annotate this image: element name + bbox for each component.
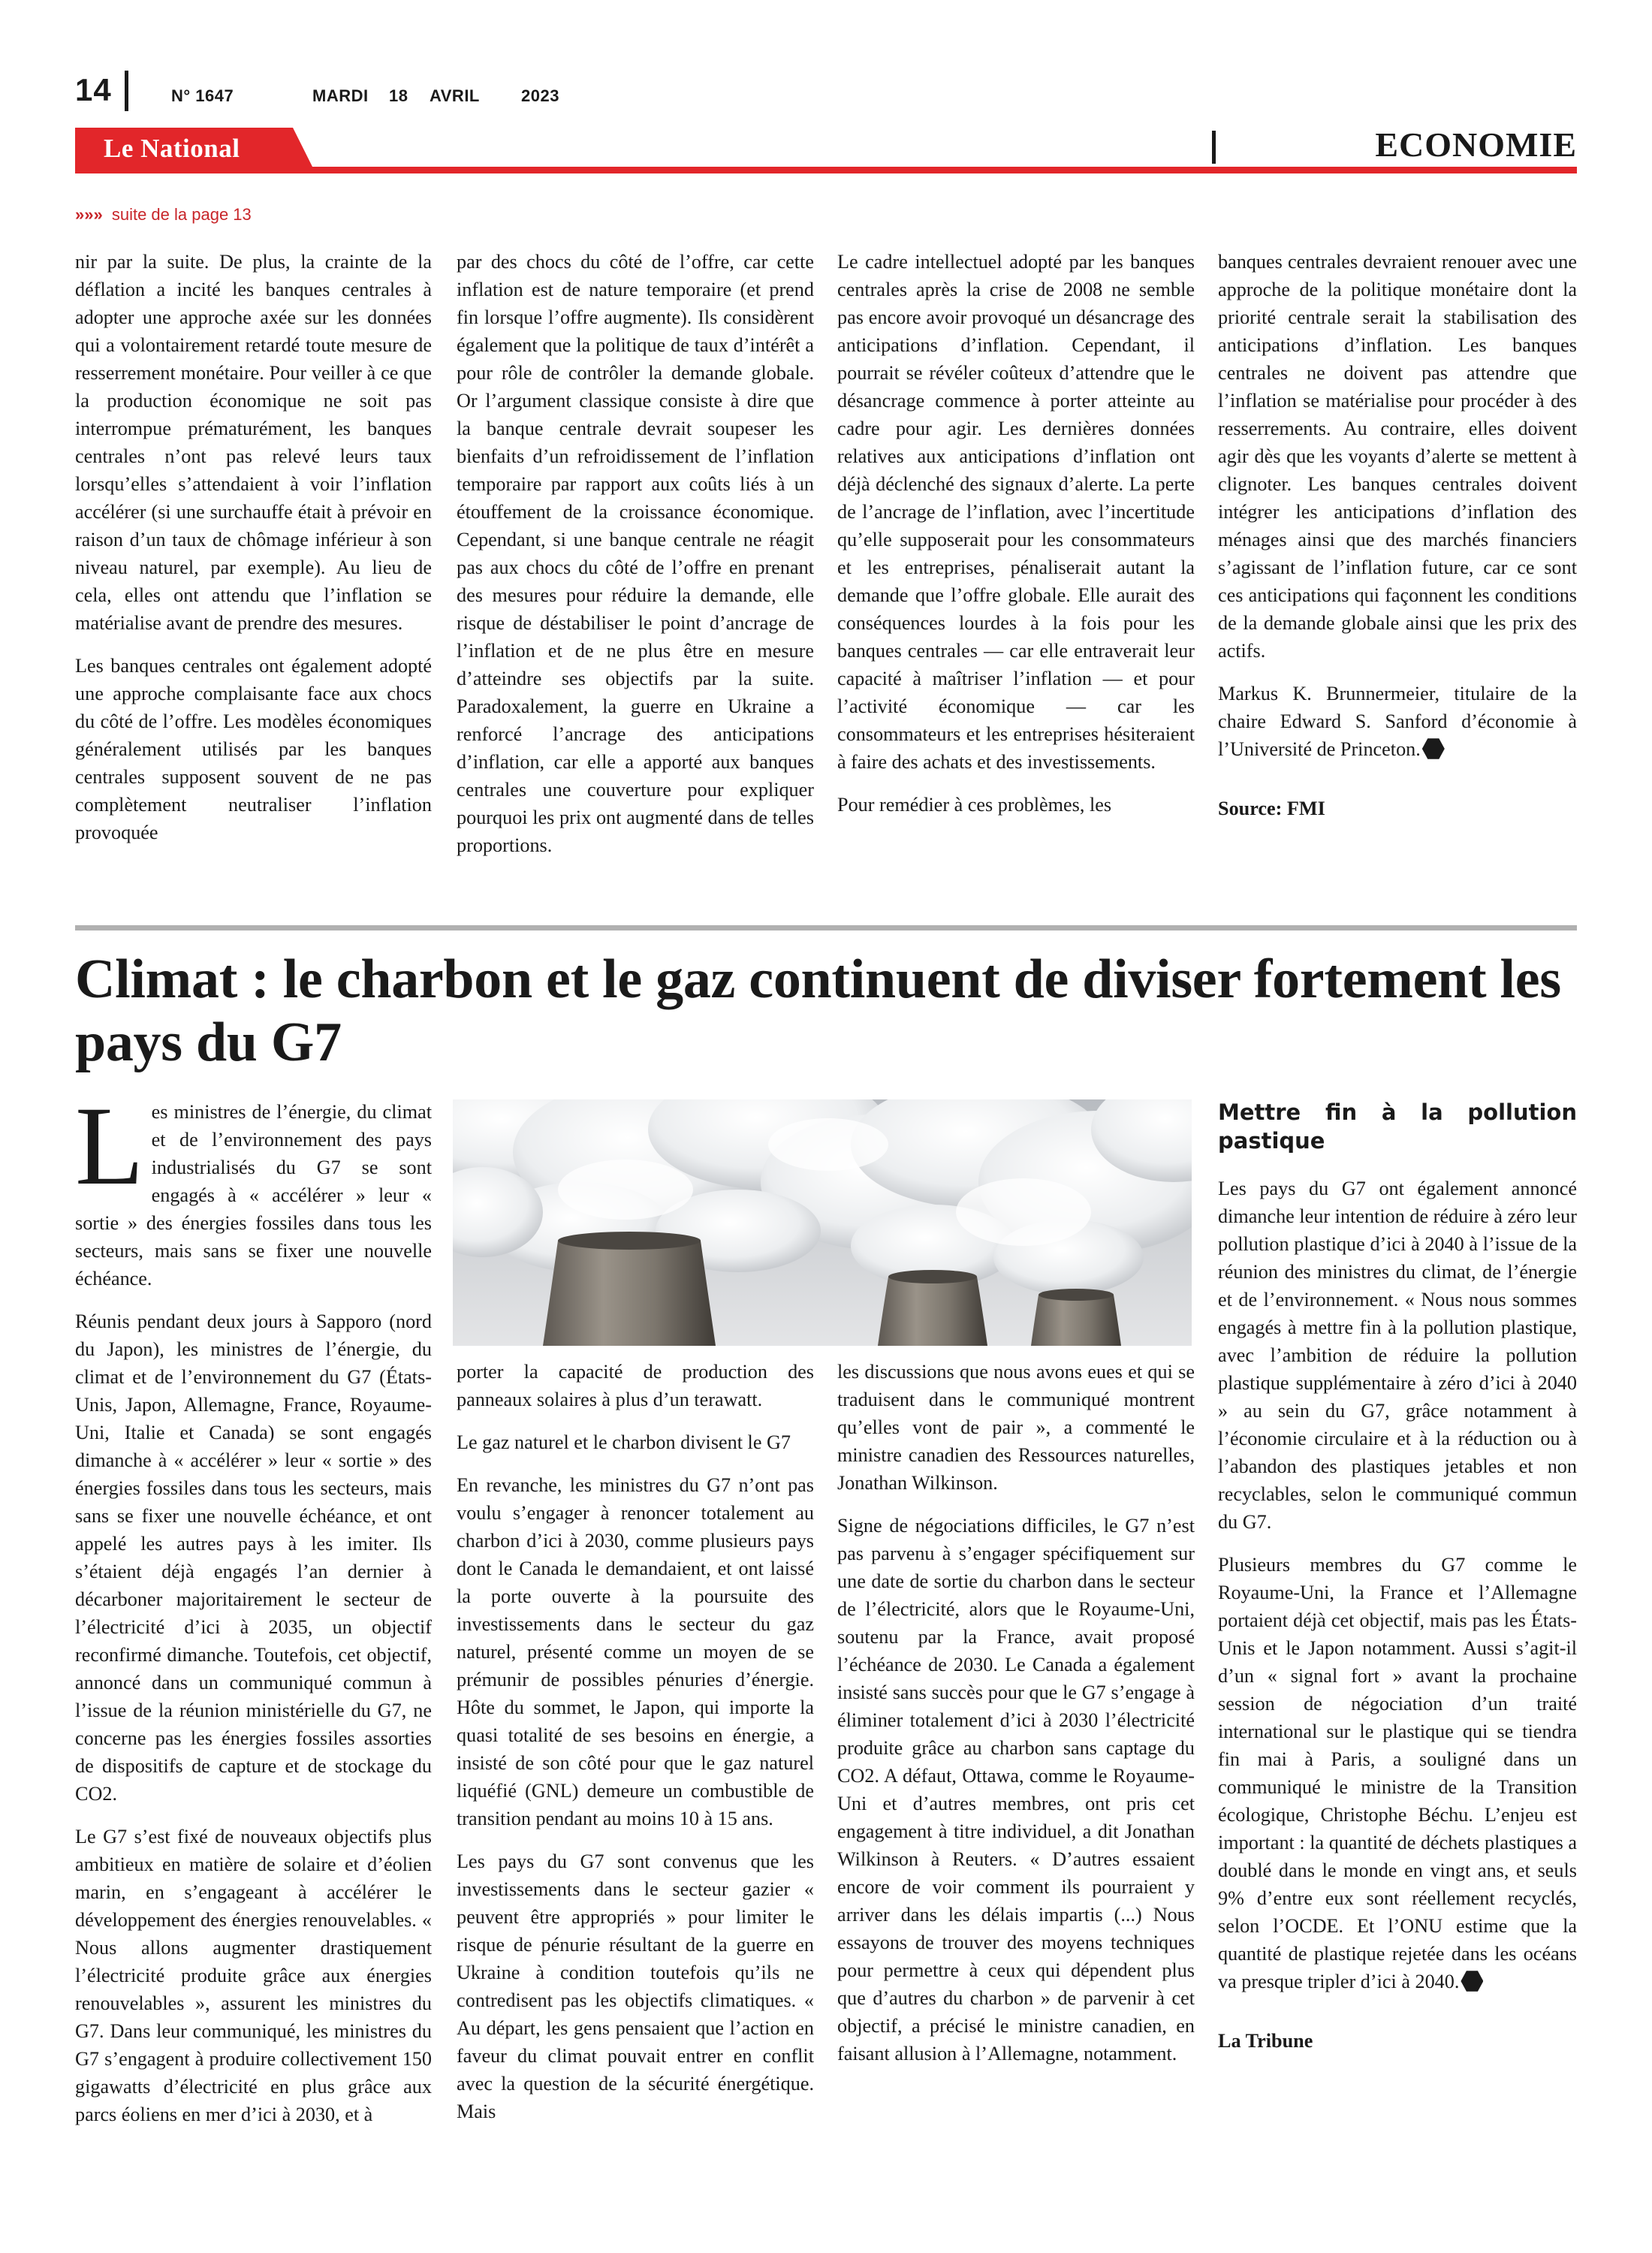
end-mark-icon [1461, 1970, 1483, 1992]
continued-from [75, 205, 252, 225]
article-divider [75, 925, 1577, 930]
article1-column-1 [75, 248, 432, 846]
author-bio: Markus K. Brunnermeier, titulaire de la chaire Edward S. Sanford d’économie à l’Université de Princeton. [1218, 683, 1577, 760]
final-paragraph-text: Plusieurs membres du G7 comme le Royaume-Uni, la France et l’Allemagne portaient déjà cet objectif, mais pas les États-Unis et le Japon notamment. Aussi s’agit-il d’un « signal fort » avant la prochaine session de négociation d’un traité international sur le plastique qui se tiendra fin mai à Paris, a souligné dans un communiqué le ministre de la Transition écologique, Christophe Béchu. L’enjeu est important : la quantité de déchets plastiques a doublé dans le monde en vingt ans, et seuls 9% d’entre eux sont réellement recyclés, selon l’OCDE. Et l’ONU estime que la quantité de plastique rejetée dans les océans va presque tripler d’ici à 2040. [1218, 1554, 1577, 1992]
paragraph: porter la capacité de production des panneaux solaires à plus d’un terawatt. [457, 1361, 814, 1410]
article2-column-4 [1218, 1098, 1577, 2055]
paragraph: Pour remédier à ces problèmes, les [837, 794, 1112, 816]
paragraph: nir par la suite. De plus, la crainte de la déflation a incité les banques centrales à adopter une approche axée sur les données qui a volontairement retardé toute mesure de resserrement monétaire. Pour veiller à ce que la production économique ne soit pas interrompue prématurément, les banques centrales n’ont pas relevé leurs taux lorsqu’elles s’attendaient à voir l’inflation accélérer (si une surchauffe était à prévoir en raison d’un taux de chômage inférieur à son niveau naturel, par exemple). Au lieu de cela, elles ont attendu que l’inflation se matérialise avant de prendre des mesures. [75, 251, 432, 634]
article1-column-3 [837, 248, 1195, 819]
paragraph: Le cadre intellectuel adopté par les banques centrales après la crise de 2008 ne semble pas encore avoir provoqué un désancrage des anticipations d’inflation. Cependant, il pourrait se révéler coûteux d’attendre que le désancrage commence à porter atteinte au cadre pour agir. Les dernières données relatives aux anticipations d’inflation ont déjà déclenché des signaux d’alerte. La perte de l’ancrage de l’inflation, avec l’incertitude qu’elle supposerait pour les consommateurs et les entreprises, pénaliserait autant la demande que l’offre globale. Elle aurait des conséquences lourdes à la fois pour les banques centrales — car elle entraverait leur capacité à maîtriser l’inflation — et pour l’activité économique — car les consommateurs et les entreprises hésiteraient à faire des achats et des investissements. [837, 251, 1195, 773]
lead-text: es ministres de l’énergie, du climat et de l’environnement des pays industrialisés du G7 se sont engagés à « accélérer » leur « sortie » des énergies fossiles dans tous les secteurs, mais sans se fixer une nouvelle échéance. [75, 1101, 432, 1289]
article2-source: La Tribune [1218, 2030, 1313, 2052]
continued-label: suite de la page 13 [111, 205, 252, 224]
paragraph: Signe de négociations difficiles, le G7 n’est pas parvenu à s’engager spécifiquement sur une date de sortie du charbon dans le secteur de l’électricité, alors que le Royaume-Uni, soutenu par la France, avait proposé l’échéance de 2030. Le Canada a également insisté sans succès pour que le G7 s’engage à éliminer totalement d’ici à 2030 l’électricité produite grâce au charbon sans captage du CO2. A défaut, Ottawa, comme le Royaume-Uni et d’autres membres, ont pris cet engagement à titre individuel, a dit Jonathan Wilkinson à Reuters. « D’autres essaient encore de voir comment ils pourraient y arriver dans les délais impartis (...) Nous essayons de trouver des moyens techniques pour permettre à ceux qui dépendent plus que d’autres du charbon » de parvenir à cet objectif, a précisé le ministre canadien, en faisant allusion à l’Allemagne, notamment. [837, 1515, 1195, 2064]
paragraph: Le G7 s’est fixé de nouveaux objectifs plus ambitieux en matière de solaire et d’éolien marin, en s’engageant à accélérer le développement des énergies renouvelables. « Nous allons augmenter drastiquement l’électricité produite grâce aux énergies renouvelables », assurent les ministres du G7. Dans leur communiqué, les ministres du G7 s’engagent à produire collectivement 150 gigawatts d’électricité en plus grâce aux parcs éoliens en mer d’ici à 2030, et à [75, 1826, 432, 2125]
section-title: ECONOMIE [1375, 125, 1577, 164]
article-photo-cooling-towers [453, 1099, 1192, 1346]
continued-arrows: »»» [75, 205, 103, 224]
headline: Climat : le charbon et le gaz continuent de diviser fortement les pays du G7 [75, 949, 1561, 1073]
article2-column-1 [75, 1084, 432, 2128]
article1-column-4 [1218, 248, 1577, 822]
article1-column-2 [457, 248, 814, 859]
paragraph: banques centrales devraient renouer avec une approche de la politique monétaire dont la priorité centrale serait la stabilisation des anticipations d’inflation. Les banques centrales ne doivent pas attendre que l’inflation se matérialise pour procéder à des resserrements. Au contraire, elles doivent agir dès que les voyants d’alerte se mettent à clignoter. Les banques centrales doivent intégrer les anticipations d’inflation des ménages ainsi que des marchés financiers s’agissant de l’inflation future, car ce sont ces anticipations qui façonnent les conditions de la demande globale ainsi que les prix des actifs. [1218, 251, 1577, 662]
issue-number: N° 1647 [171, 86, 234, 105]
end-mark-icon [1422, 737, 1445, 760]
issue-month: AVRIL [430, 86, 480, 105]
issue-date-day: 18 [389, 86, 408, 105]
brand-name: Le National [104, 134, 240, 163]
author-note [1218, 680, 1577, 763]
sidebar-title: Mettre fin à la pollution pastique [1218, 1099, 1577, 1154]
paragraph: par des chocs du côté de l’offre, car cette inflation est de nature temporaire (et prend fin lorsque l’offre augmente). Ils considèrent également que la politique de taux d’intérêt a pour rôle de contrôler la demande globale. Or l’argument classique consiste à dire que la banque centrale devrait soupeser les bienfaits d’un refroidissement de l’inflation temporaire par rapport aux coûts liés à un étouffement de la croissance économique. Cependant, si une banque centrale ne réagit pas aux chocs du côté de l’offre en prenant des mesures pour réduire la demande, elle risque de déstabiliser le point d’ancrage de l’inflation et de ne plus être en mesure d’atteindre ses objectifs par la suite. Paradoxalement, la guerre en Ukraine a renforcé l’ancrage des anticipations d’inflation, car elle a apporté aux banques centrales une couverture pour expliquer pourquoi les prix ont augmenté dans de telles proportions. [457, 251, 814, 856]
article2-column-3 [837, 1358, 1195, 2068]
final-paragraph [1218, 1551, 1577, 1995]
paragraph: En revanche, les ministres du G7 n’ont pas voulu s’engager à renoncer totalement au charbon d’ici à 2030, comme plusieurs pays dont le Canada le demandaient, et ont laissé la porte ouverte à la poursuite des investissements dans le secteur du gaz naturel, présenté comme un moyen de se prémunir de possibles pénuries d’énergie. Hôte du sommet, le Japon, qui importe la quasi totalité de ses besoins en énergie, a insisté de son côté pour que le gaz naturel liquéfié (GNL) demeure un combustible de transition pendant au moins 10 à 15 ans. [457, 1474, 814, 1829]
issue-day: MARDI [312, 86, 369, 105]
page-number: 14 [75, 72, 112, 107]
inline-subheading: Le gaz naturel et le charbon divisent le G7 [457, 1431, 791, 1453]
page-number-divider [125, 71, 128, 111]
section-divider [1212, 131, 1216, 164]
article2-column-2 [457, 1358, 814, 2125]
paragraph: les discussions que nous avons eues et qui se traduisent dans le communiqué montrent qu’elles vont de pair », a commenté le ministre canadien des Ressources naturelles, Jonathan Wilkinson. [837, 1361, 1195, 1494]
paragraph: Les pays du G7 sont convenus que les investissements dans le secteur gazier « peuvent être appropriés » pour limiter le risque de pénurie résultant de la guerre en Ukraine à condition toutefois qu’ils ne contredisent pas les objectifs climatiques. « Au départ, les gens pensaient que l’action en faveur du climat pouvait entrer en conflit avec la question de la sécurité énergétique. Mais [457, 1850, 814, 2122]
issue-year: 2023 [521, 86, 559, 105]
paragraph: Réunis pendant deux jours à Sapporo (nord du Japon), les ministres de l’énergie, du climat et de l’environnement du G7 (États-Unis, Japon, Allemagne, France, Royaume-Uni, Italie et Canada) se sont engagés dimanche à « accélérer » leur « sortie » des énergies fossiles dans tous les secteurs, mais sans se fixer une nouvelle échéance, et ont appelé les autres pays à les imiter. Ils s’étaient déjà engagés l’an dernier à décarboner majoritairement le secteur de l’électricité d’ici à 2035, un objectif reconfirmé dimanche. Toutefois, cet objectif, annoncé dans un communiqué commun à l’issue de la réunion ministérielle du G7, ne concerne pas les énergies fossiles assorties de dispositifs de capture et de stockage du CO2. [75, 1310, 432, 1805]
paragraph: Les pays du G7 ont également annoncé dimanche leur intention de réduire à zéro leur pollution plastique d’ici à 2040 à l’issue de la réunion des ministres du climat, de l’énergie et de l’environnement. « Nous nous sommes engagés à mettre fin à la pollution plastique, avec l’ambition de réduire la pollution plastique supplémentaire à zéro d’ici à 2040 » au sein du G7, grâce notamment à l’économie circulaire et à la réduction ou à l’abandon des plastiques jetables et non recyclables, selon le communiqué commun du G7. [1218, 1178, 1577, 1533]
drop-cap: L [75, 1084, 144, 1208]
paragraph: Les banques centrales ont également adopté une approche complaisante face aux chocs du côté de l’offre. Les modèles économiques généralement utilisés par les banques centrales supposent souvent de ne pas complètement neutraliser l’inflation provoquée [75, 655, 432, 843]
article1-source: Source: FMI [1218, 798, 1325, 819]
lead-paragraph [75, 1084, 432, 1292]
